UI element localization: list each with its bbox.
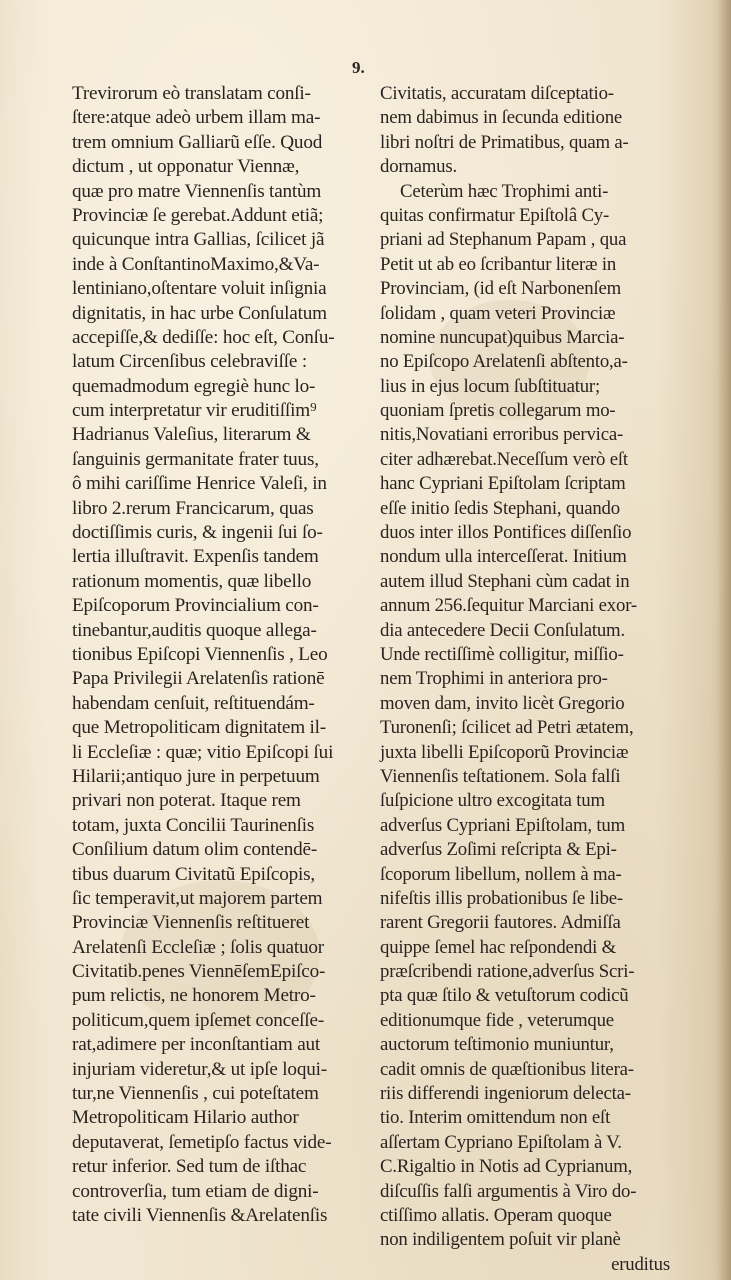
right-column-line: quippe ſemel hac reſpondendi & bbox=[380, 936, 616, 958]
left-column-line: privari non poterat. Itaque rem bbox=[72, 790, 301, 812]
right-column-line: ſolidam , quam veteri Provinciæ bbox=[380, 302, 616, 324]
right-column-line: ſuſpicione ultro excogitata tum bbox=[380, 790, 605, 812]
right-column-line: Provinciam, (id eſt Narbonenſem bbox=[380, 278, 622, 300]
left-column-line: Hadrianus Valeſius, literarum & bbox=[72, 424, 311, 446]
right-column-line: libri noſtri de Primatibus, quam a- bbox=[380, 131, 629, 153]
right-column-line: cadit omnis de quæſtionibus litera- bbox=[380, 1058, 634, 1080]
right-column-line: Viennenſis teſtationem. Sola falſi bbox=[380, 765, 621, 787]
right-column-line: adverſus Cypriani Epiſtolam, tum bbox=[380, 814, 626, 836]
left-column-line: doctiſſimis curis, & ingenii ſui ſo- bbox=[72, 522, 323, 544]
left-column-line: quicunque intra Gallias, ſcilicet jã bbox=[72, 229, 325, 251]
right-column-line: diſcuſſis falſi argumentis à Viro do- bbox=[380, 1180, 637, 1202]
right-column-line: rarent Gregorii fautores. Admiſſa bbox=[380, 912, 621, 934]
right-column-line: autem illud Stephani cùm cadat in bbox=[380, 570, 630, 592]
right-column-line: ſcoporum libellum, nollem à ma- bbox=[380, 863, 622, 885]
right-column-line: no Epiſcopo Arelatenſi abſtento,a- bbox=[380, 351, 628, 373]
right-column-line: quoniam ſpretis collegarum mo- bbox=[380, 400, 616, 422]
right-column-line: præſcribendi ratione,adverſus Scri- bbox=[380, 961, 635, 983]
page-edge-shadow bbox=[717, 0, 731, 1280]
right-column-line: eſſe initio ſedis Stephani, quando bbox=[380, 497, 620, 519]
left-column-line: Epiſcoporum Provincialium con- bbox=[72, 595, 319, 617]
left-column-line: tionibus Epiſcopi Viennenſis , Leo bbox=[72, 643, 328, 665]
left-column-line: lentiniano,oſtentare voluit inſignia bbox=[72, 278, 327, 300]
right-column-line: nem Trophimi in anteriora pro- bbox=[380, 668, 608, 690]
right-column-line: nifeſtis illis probationibus ſe libe- bbox=[380, 887, 623, 909]
left-column-line: dignitatis, in hac urbe Conſulatum bbox=[72, 302, 327, 324]
right-column-line: ctiſſimo allatis. Operam quoque bbox=[380, 1204, 612, 1226]
right-column-line: nem dabimus in ſecunda editione bbox=[380, 107, 623, 129]
left-column-line: deputaverat, ſemetipſo factus vide- bbox=[72, 1131, 332, 1153]
right-column-line: auctorum teſtimonio muniuntur, bbox=[380, 1034, 614, 1056]
left-column-line: Hilarii;antiquo jure in perpetuum bbox=[72, 765, 320, 787]
left-column-line: tate civili Viennenſis &Arelatenſis bbox=[72, 1204, 328, 1226]
right-column-line: nondum ulla interceſſerat. Initium bbox=[380, 546, 627, 568]
right-column-line: Ceterùm hæc Trophimi anti- bbox=[400, 180, 609, 202]
left-column-line: Conſilium datum olim contendē- bbox=[72, 839, 318, 861]
left-column-line: totam, juxta Concilii Taurinenſis bbox=[72, 814, 315, 836]
left-column-line: retur inferior. Sed tum de iſthac bbox=[72, 1156, 307, 1178]
left-column-line: injuriam videretur,& ut ipſe loqui- bbox=[72, 1058, 327, 1080]
right-column-line: juxta libelli Epiſcoporũ Provinciæ bbox=[380, 741, 629, 763]
left-column-line: quæ pro matre Viennenſis tantùm bbox=[72, 180, 322, 202]
right-column-line: Turonenſi; ſcilicet ad Petri ætatem, bbox=[380, 717, 634, 739]
right-column-line: citer adhærebat.Neceſſum verò eſt bbox=[380, 448, 628, 470]
catchword: eruditus bbox=[611, 1253, 670, 1275]
left-column-line: li Eccleſiæ : quæ; vitio Epiſcopi ſui bbox=[72, 741, 334, 763]
left-column-line: Civitatib.penes ViennēſemEpiſco- bbox=[72, 961, 326, 983]
right-column-line: annum 256.ſequitur Marciani exor- bbox=[380, 595, 637, 617]
right-column-line: Unde rectiſſimè colligitur, miſſio- bbox=[380, 643, 624, 665]
left-column-line: Papa Privilegii Arelatenſis rationē bbox=[72, 668, 325, 690]
left-column-line: pum relictis, ne honorem Metro- bbox=[72, 985, 316, 1007]
left-column-line: rat,adimere per inconſtantiam aut bbox=[72, 1034, 321, 1056]
left-column-line: latum Circenſibus celebraviſſe : bbox=[72, 351, 307, 373]
right-column-line: dornamus. bbox=[380, 156, 457, 178]
left-column-line: accepiſſe,& dediſſe: hoc eſt, Conſu- bbox=[72, 326, 335, 348]
right-column-line: Petit ut ab eo ſcribantur literæ in bbox=[380, 253, 617, 275]
left-column-line: tur,ne Viennenſis , cui poteſtatem bbox=[72, 1083, 319, 1105]
left-column-line: politicum,quem ipſemet conceſſe- bbox=[72, 1009, 325, 1031]
left-column-line: cum interpretatur vir eruditiſſim⁹ bbox=[72, 400, 317, 422]
page-number: 9. bbox=[352, 58, 365, 77]
left-column-line: tibus duarum Civitatũ Epiſcopis, bbox=[72, 863, 316, 885]
left-column-line: controverſia, tum etiam de digni- bbox=[72, 1180, 319, 1202]
right-column-line: editionumque fide , veterumque bbox=[380, 1009, 614, 1031]
right-column-line: Civitatis, accuratam diſceptatio- bbox=[380, 83, 614, 104]
right-column-line: adverſus Zoſimi reſcripta & Epi- bbox=[380, 839, 617, 861]
left-column-line: que Metropoliticam dignitatem il- bbox=[72, 717, 326, 739]
left-column-line: libro 2.rerum Francicarum, quas bbox=[72, 497, 314, 519]
left-column-line: habendam cenſuit, reſtituendám- bbox=[72, 692, 315, 714]
left-column-line: ô mihi cariſſime Henrice Valeſi, in bbox=[72, 473, 327, 495]
right-column-line: duos inter illos Pontifices diſſenſio bbox=[380, 522, 632, 544]
left-column-line: Trevirorum eò translatam conſi- bbox=[72, 83, 311, 104]
right-column-line: non indiligentem poſuit vir planè bbox=[380, 1229, 621, 1251]
left-column-line: ſtere:atque adeò urbem illam ma- bbox=[72, 107, 321, 129]
left-column-line: Provinciæ ſe gerebat.Addunt etiã; bbox=[72, 204, 324, 226]
left-text-column bbox=[72, 82, 372, 1228]
right-column-line: moven dam, invito licèt Gregorio bbox=[380, 692, 625, 714]
right-column-line: tio. Interim omittendum non eſt bbox=[380, 1107, 611, 1129]
right-column-line: C.Rigaltio in Notis ad Cyprianum, bbox=[380, 1156, 633, 1178]
left-column-line: inde à ConſtantinoMaximo,&Va- bbox=[72, 253, 320, 275]
left-column-line: lertia illuſtravit. Expenſis tandem bbox=[72, 546, 319, 568]
right-column-line: nitis,Novatiani erroribus pervica- bbox=[380, 424, 624, 446]
right-column-line: lius in ejus locum ſubſtituatur; bbox=[380, 375, 601, 397]
right-column-line: priani ad Stephanum Papam , qua bbox=[380, 229, 627, 251]
left-column-line: quemadmodum egregiè hunc lo- bbox=[72, 375, 316, 397]
left-column-line: Provinciæ Viennenſis reſtitueret bbox=[72, 912, 310, 934]
left-column-line: dictum , ut opponatur Viennæ, bbox=[72, 156, 300, 178]
left-column-line: Arelatenſi Eccleſiæ ; ſolis quatuor bbox=[72, 936, 324, 958]
right-text-column bbox=[380, 82, 670, 1277]
left-column-line: ſic temperavit,ut majorem partem bbox=[72, 887, 323, 909]
left-column-line: Metropoliticam Hilario author bbox=[72, 1107, 299, 1129]
left-column-line: trem omnium Galliarũ eſſe. Quod bbox=[72, 131, 323, 153]
right-column-line: riis differendi ingeniorum delecta- bbox=[380, 1083, 631, 1105]
right-column-line: dia antecedere Decii Conſulatum. bbox=[380, 619, 625, 641]
right-column-line: nomine nuncupat)quibus Marcia- bbox=[380, 326, 625, 348]
left-column-line: tinebantur,auditis quoque allega- bbox=[72, 619, 317, 641]
right-column-line: quitas confirmatur Epiſtolâ Cy- bbox=[380, 204, 610, 226]
right-column-line: aſſertam Cypriano Epiſtolam à V. bbox=[380, 1131, 622, 1153]
right-column-line: hanc Cypriani Epiſtolam ſcriptam bbox=[380, 473, 626, 495]
right-column-line: pta quæ ſtilo & vetuſtorum codicũ bbox=[380, 985, 629, 1007]
left-column-line: rationum momentis, quæ libello bbox=[72, 570, 312, 592]
left-column-line: ſanguinis germanitate frater tuus, bbox=[72, 448, 319, 470]
